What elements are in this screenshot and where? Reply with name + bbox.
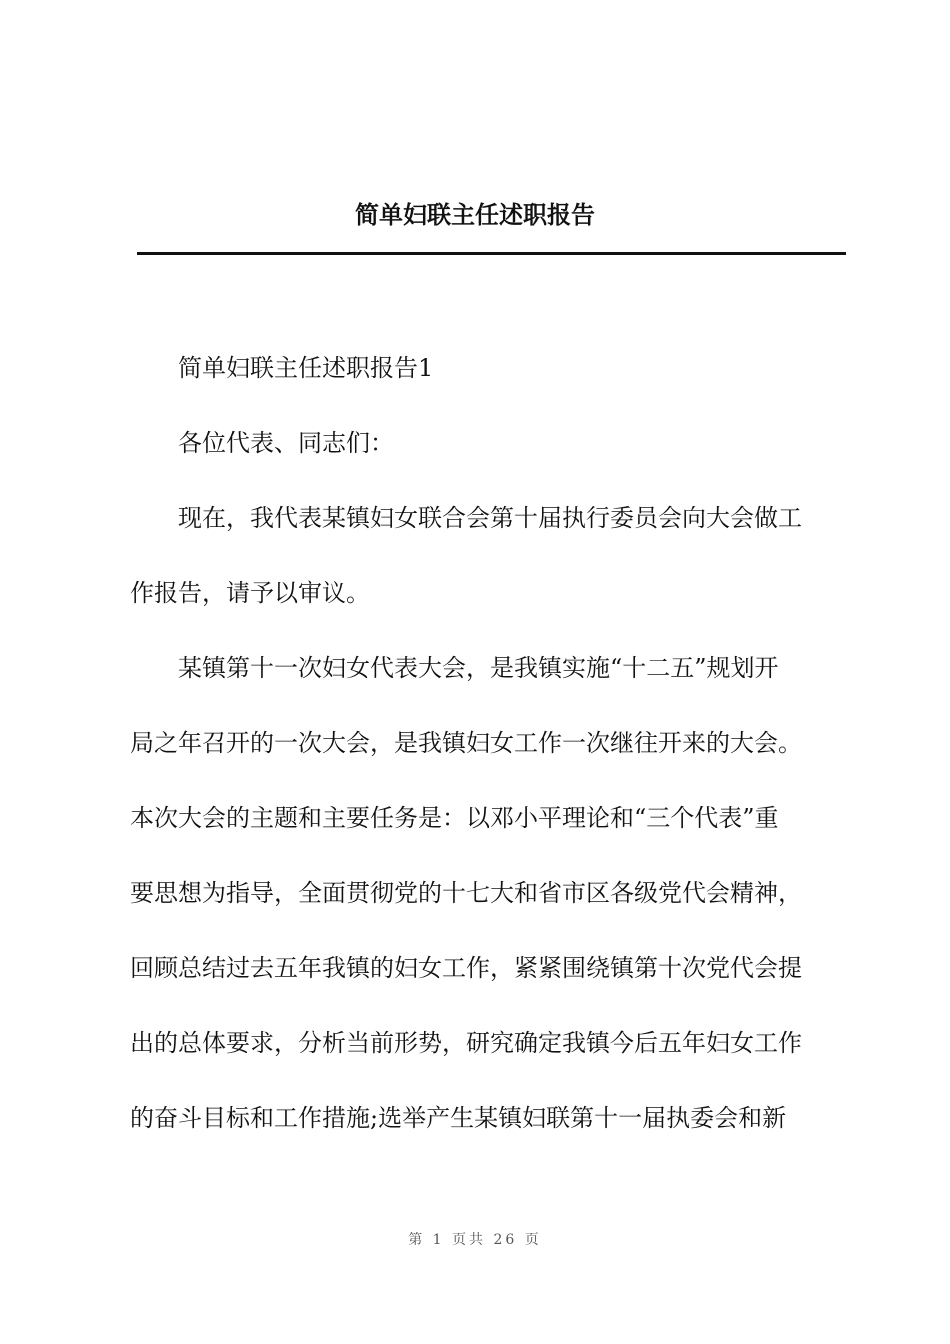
salutation: 各位代表、同志们： <box>178 429 394 457</box>
document-body <box>130 350 850 1175</box>
paragraph-line: 要思想为指导，全面贯彻党的十七大和省市区各级党代会精神， <box>130 879 802 907</box>
paragraph-line: 回顾总结过去五年我镇的妇女工作，紧紧围绕镇第十次党代会提 <box>130 954 802 982</box>
paragraph-line: 局之年召开的一次大会，是我镇妇女工作一次继往开来的大会。 <box>130 729 802 757</box>
paragraph-line: 某镇第十一次妇女代表大会，是我镇实施“十二五”规划开 <box>178 654 779 682</box>
paragraph-line: 现在，我代表某镇妇女联合会第十届执行委员会向大会做工 <box>178 504 802 532</box>
section-heading: 简单妇联主任述职报告1 <box>178 354 434 382</box>
paragraph-line: 出的总体要求，分析当前形势，研究确定我镇今后五年妇女工作 <box>130 1029 802 1057</box>
paragraph-line: 的奋斗目标和工作措施;选举产生某镇妇联第十一届执委会和新 <box>130 1104 787 1132</box>
document-title: 简单妇联主任述职报告 <box>355 200 595 229</box>
page-number-footer: 第 1 页共 26 页 <box>408 1232 542 1248</box>
paragraph-line: 作报告，请予以审议。 <box>130 579 370 607</box>
paragraph-line: 本次大会的主题和主要任务是：以邓小平理论和“三个代表”重 <box>130 804 779 832</box>
title-underline <box>137 252 846 255</box>
